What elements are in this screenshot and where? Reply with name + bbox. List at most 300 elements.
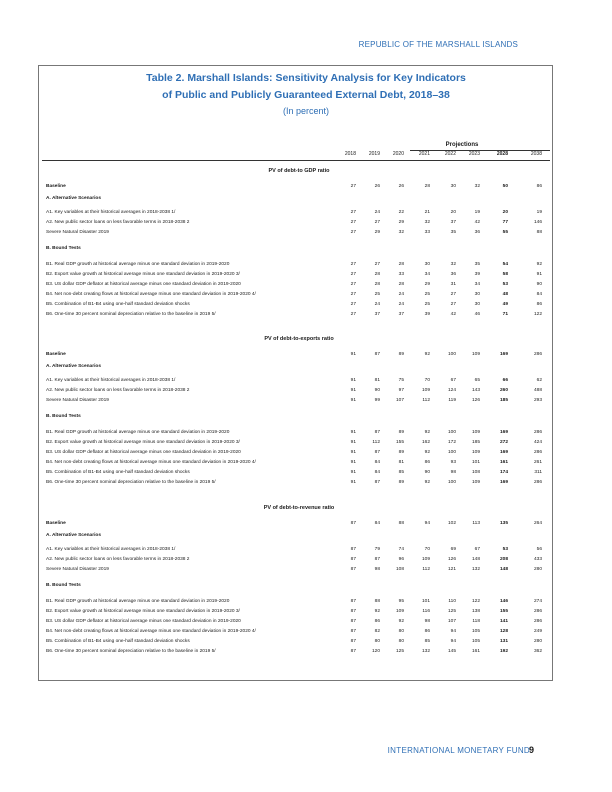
row-label: A1. Key variables at their historical averages in 2018-2038 1/ [46, 210, 176, 215]
row-label: B4. Net non-debt creating flows at historical average minus one standard deviation in 2019-2020 4/ [46, 460, 256, 465]
header-rule [42, 160, 550, 161]
cell-value: 174 [499, 470, 508, 475]
cell-value: 29 [374, 230, 380, 235]
row-label: B3. US dollar GDP deflator at historical average minus one standard deviation in 2019-2020 [46, 619, 241, 624]
table-units: (In percent) [282, 106, 330, 116]
row-label: B2. Export value growth at historical average minus one standard deviation in 2019-2020 3/ [46, 609, 240, 614]
cell-value: 86 [424, 629, 430, 634]
table-row [46, 310, 552, 319]
cell-value: 105 [471, 639, 480, 644]
cell-value: 88 [398, 521, 404, 526]
cell-value: 101 [471, 460, 480, 465]
table-row [46, 438, 552, 447]
cell-value: 102 [447, 521, 456, 526]
row-label: B1. Real GDP growth at historical average minus one standard deviation in 2019-2020 [46, 262, 230, 267]
subsection-title: B. Bound Tests [46, 414, 81, 419]
cell-value: 185 [471, 440, 480, 445]
cell-value: 118 [472, 619, 480, 624]
cell-value: 264 [533, 521, 542, 526]
cell-value: 280 [533, 567, 542, 572]
cell-value: 87 [374, 480, 380, 485]
cell-value: 105 [471, 629, 480, 634]
cell-value: 28 [424, 184, 430, 189]
cell-value: 87 [374, 352, 380, 357]
cell-value: 87 [350, 557, 356, 562]
cell-value: 286 [533, 619, 542, 624]
cell-value: 27 [350, 262, 356, 267]
cell-value: 79 [374, 547, 380, 552]
cell-value: 91 [536, 272, 542, 277]
cell-value: 28 [398, 282, 404, 287]
table-row [46, 617, 552, 626]
cell-value: 143 [471, 388, 480, 393]
table-title-line1: Table 2. Marshall Islands: Sensitivity Analysis for Key Indicators [146, 72, 466, 84]
cell-value: 27 [450, 302, 456, 307]
cell-value: 90 [536, 282, 542, 287]
cell-value: 87 [350, 619, 356, 624]
cell-value: 155 [395, 440, 404, 445]
cell-value: 81 [374, 378, 380, 383]
cell-value: 70 [424, 378, 430, 383]
cell-value: 146 [499, 599, 508, 604]
cell-value: 69 [450, 547, 456, 552]
cell-value: 169 [499, 352, 508, 357]
cell-value: 120 [371, 649, 380, 654]
row-label: B4. Net non-debt creating flows at historical average minus one standard deviation in 2019-2020 4/ [46, 292, 256, 297]
cell-value: 32 [474, 184, 480, 189]
row-label: A1. Key variables at their historical averages in 2018-2038 1/ [46, 378, 176, 383]
cell-value: 185 [499, 398, 508, 403]
cell-value: 272 [499, 440, 508, 445]
table-row [46, 270, 552, 279]
cell-value: 36 [474, 230, 480, 235]
row-label: B5. Combination of B1-B4 using one-half standard deviation shocks [46, 639, 190, 644]
cell-value: 54 [502, 262, 508, 267]
cell-value: 86 [536, 184, 542, 189]
cell-value: 131 [499, 639, 508, 644]
cell-value: 161 [499, 460, 508, 465]
cell-value: 87 [350, 599, 356, 604]
cell-value: 100 [447, 352, 456, 357]
row-label: B6. One-time 30 percent nominal depreciation relative to the baseline in 2019 5/ [46, 649, 216, 654]
cell-value: 27 [350, 184, 356, 189]
cell-value: 116 [422, 609, 430, 614]
cell-value: 39 [474, 272, 480, 277]
cell-value: 35 [450, 230, 456, 235]
cell-value: 91 [350, 388, 356, 393]
row-label: B1. Real GDP growth at historical average minus one standard deviation in 2019-2020 [46, 430, 230, 435]
cell-value: 148 [471, 557, 480, 562]
cell-value: 208 [499, 557, 508, 562]
row-label: B3. US dollar GDP deflator at historical average minus one standard deviation in 2019-2020 [46, 282, 241, 287]
row-label: B6. One-time 30 percent nominal depreciation relative to the baseline in 2019 5/ [46, 312, 216, 317]
section-heading: PV of debt-to-exports ratio [264, 336, 334, 342]
cell-value: 162 [421, 440, 430, 445]
cell-value: 109 [395, 609, 404, 614]
cell-value: 29 [398, 220, 404, 225]
cell-value: 91 [350, 470, 356, 475]
subsection-title: B. Bound Tests [46, 583, 81, 588]
cell-value: 27 [350, 302, 356, 307]
cell-value: 91 [350, 440, 356, 445]
cell-value: 249 [533, 629, 542, 634]
cell-value: 138 [471, 609, 480, 614]
cell-value: 29 [424, 282, 430, 287]
year-header: 2020 [392, 151, 404, 157]
cell-value: 31 [450, 282, 456, 287]
cell-value: 24 [398, 302, 404, 307]
row-label: B4. Net non-debt creating flows at historical average minus one standard deviation in 2019-2020 4/ [46, 629, 256, 634]
cell-value: 62 [536, 378, 542, 383]
cell-value: 81 [398, 460, 404, 465]
cell-value: 98 [450, 470, 456, 475]
cell-value: 27 [374, 262, 380, 267]
cell-value: 260 [499, 388, 508, 393]
cell-value: 53 [502, 547, 508, 552]
cell-value: 39 [424, 312, 430, 317]
cell-value: 87 [350, 639, 356, 644]
cell-value: 109 [471, 352, 480, 357]
cell-value: 169 [499, 450, 508, 455]
cell-value: 92 [374, 609, 380, 614]
cell-value: 84 [374, 521, 380, 526]
table-row [46, 208, 552, 217]
cell-value: 21 [424, 210, 430, 215]
cell-value: 32 [398, 230, 404, 235]
cell-value: 46 [474, 312, 480, 317]
table-row [46, 182, 552, 191]
cell-value: 42 [474, 220, 480, 225]
running-head: REPUBLIC OF THE MARSHALL ISLANDS [358, 40, 518, 49]
cell-value: 98 [374, 567, 380, 572]
table-row [46, 448, 552, 457]
cell-value: 286 [533, 609, 542, 614]
cell-value: 33 [424, 230, 430, 235]
cell-value: 89 [398, 450, 404, 455]
table-row [46, 428, 552, 437]
cell-value: 92 [536, 262, 542, 267]
cell-value: 24 [374, 210, 380, 215]
cell-value: 19 [536, 210, 542, 215]
cell-value: 109 [471, 480, 480, 485]
cell-value: 92 [398, 619, 404, 624]
cell-value: 261 [533, 460, 542, 465]
cell-value: 28 [398, 262, 404, 267]
table-row [46, 597, 552, 606]
cell-value: 75 [398, 378, 404, 383]
year-header: 2019 [368, 151, 380, 157]
cell-value: 95 [398, 599, 404, 604]
cell-value: 293 [533, 398, 542, 403]
cell-value: 488 [533, 388, 542, 393]
cell-value: 87 [350, 567, 356, 572]
cell-value: 112 [422, 398, 430, 403]
cell-value: 19 [474, 210, 480, 215]
cell-value: 108 [471, 470, 480, 475]
cell-value: 109 [471, 430, 480, 435]
cell-value: 27 [450, 292, 456, 297]
cell-value: 80 [398, 629, 404, 634]
row-label: B2. Export value growth at historical average minus one standard deviation in 2019-2020 3/ [46, 272, 240, 277]
cell-value: 20 [450, 210, 456, 215]
cell-value: 84 [374, 470, 380, 475]
cell-value: 25 [374, 292, 380, 297]
cell-value: 286 [533, 480, 542, 485]
cell-value: 32 [450, 262, 456, 267]
cell-value: 50 [502, 184, 508, 189]
cell-value: 87 [374, 557, 380, 562]
cell-value: 42 [450, 312, 456, 317]
cell-value: 27 [350, 282, 356, 287]
cell-value: 91 [350, 480, 356, 485]
cell-value: 89 [398, 430, 404, 435]
cell-value: 311 [534, 470, 542, 475]
row-label: Severe Natural Disaster 2019 [46, 567, 109, 572]
row-label: B5. Combination of B1-B4 using one-half standard deviation shocks [46, 302, 190, 307]
cell-value: 87 [350, 521, 356, 526]
cell-value: 35 [474, 262, 480, 267]
cell-value: 112 [422, 567, 430, 572]
table-row [46, 300, 552, 309]
cell-value: 77 [502, 220, 508, 225]
cell-value: 84 [374, 460, 380, 465]
table-row [46, 396, 552, 405]
table-row [46, 565, 552, 574]
subsection-title: A. Alternative Scenarios [46, 196, 102, 201]
section-heading: PV of debt-to GDP ratio [268, 168, 330, 174]
cell-value: 109 [421, 557, 430, 562]
cell-value: 148 [499, 567, 508, 572]
cell-value: 34 [424, 272, 430, 277]
cell-value: 87 [374, 450, 380, 455]
cell-value: 161 [471, 649, 480, 654]
cell-value: 24 [398, 292, 404, 297]
cell-value: 30 [474, 292, 480, 297]
cell-value: 27 [350, 272, 356, 277]
year-header-row [46, 150, 552, 159]
cell-value: 91 [350, 450, 356, 455]
cell-value: 25 [424, 292, 430, 297]
cell-value: 362 [533, 649, 542, 654]
cell-value: 132 [421, 649, 430, 654]
cell-value: 65 [474, 378, 480, 383]
cell-value: 80 [398, 639, 404, 644]
cell-value: 286 [533, 430, 542, 435]
cell-value: 86 [374, 619, 380, 624]
row-label: B1. Real GDP growth at historical average minus one standard deviation in 2019-2020 [46, 599, 230, 604]
cell-value: 91 [350, 430, 356, 435]
cell-value: 280 [533, 639, 542, 644]
row-label: Baseline [46, 184, 66, 189]
cell-value: 26 [374, 184, 380, 189]
cell-value: 155 [499, 609, 508, 614]
section-heading: PV of debt-to-revenue ratio [263, 505, 335, 511]
cell-value: 124 [447, 388, 456, 393]
cell-value: 26 [398, 184, 404, 189]
cell-value: 286 [533, 352, 542, 357]
cell-value: 20 [502, 210, 508, 215]
table-row [46, 280, 552, 289]
cell-value: 91 [350, 378, 356, 383]
cell-value: 107 [447, 619, 456, 624]
cell-value: 132 [471, 567, 480, 572]
row-label: A2. New public sector loans on less favorable terms in 2018-2038 2 [46, 388, 190, 393]
table-row [46, 468, 552, 477]
cell-value: 112 [372, 440, 380, 445]
cell-value: 74 [398, 547, 404, 552]
cell-value: 28 [374, 272, 380, 277]
cell-value: 22 [398, 210, 404, 215]
row-label: B5. Combination of B1-B4 using one-half standard deviation shocks [46, 470, 190, 475]
cell-value: 109 [421, 388, 430, 393]
cell-value: 141 [499, 619, 508, 624]
cell-value: 85 [398, 470, 404, 475]
cell-value: 87 [350, 609, 356, 614]
cell-value: 125 [447, 609, 456, 614]
cell-value: 90 [374, 388, 380, 393]
table-row [46, 647, 552, 656]
cell-value: 86 [536, 302, 542, 307]
year-header: 2021 [418, 151, 430, 157]
page-number: 9 [529, 745, 535, 755]
cell-value: 27 [350, 230, 356, 235]
cell-value: 274 [533, 599, 542, 604]
table-row [46, 627, 552, 636]
cell-value: 25 [424, 302, 430, 307]
table-row [46, 386, 552, 395]
cell-value: 99 [374, 398, 380, 403]
cell-value: 36 [450, 272, 456, 277]
cell-value: 58 [502, 272, 508, 277]
row-label: A2. New public sector loans on less favorable terms in 2018-2038 2 [46, 220, 190, 225]
cell-value: 53 [502, 282, 508, 287]
cell-value: 98 [424, 619, 430, 624]
cell-value: 27 [350, 292, 356, 297]
cell-value: 92 [424, 450, 430, 455]
cell-value: 86 [424, 460, 430, 465]
cell-value: 122 [471, 599, 480, 604]
cell-value: 67 [474, 547, 480, 552]
cell-value: 66 [502, 378, 508, 383]
cell-value: 37 [374, 312, 380, 317]
cell-value: 286 [533, 450, 542, 455]
cell-value: 119 [448, 398, 456, 403]
cell-value: 32 [424, 220, 430, 225]
cell-value: 94 [450, 629, 456, 634]
row-label: Severe Natural Disaster 2019 [46, 398, 109, 403]
cell-value: 37 [450, 220, 456, 225]
cell-value: 87 [350, 547, 356, 552]
cell-value: 122 [533, 312, 542, 317]
footer-publisher: INTERNATIONAL MONETARY FUND [387, 746, 530, 755]
row-label: B3. US dollar GDP deflator at historical average minus one standard deviation in 2019-2020 [46, 450, 241, 455]
cell-value: 91 [350, 398, 356, 403]
table-row [46, 376, 552, 385]
cell-value: 172 [447, 440, 456, 445]
cell-value: 94 [424, 521, 430, 526]
table-row [46, 228, 552, 237]
cell-value: 89 [398, 352, 404, 357]
cell-value: 88 [374, 599, 380, 604]
year-header: 2028 [496, 151, 508, 157]
cell-value: 30 [424, 262, 430, 267]
row-label: B2. Export value growth at historical average minus one standard deviation in 2019-2020 3/ [46, 440, 240, 445]
cell-value: 107 [395, 398, 404, 403]
cell-value: 34 [474, 282, 480, 287]
cell-value: 100 [447, 480, 456, 485]
table-row [46, 607, 552, 616]
cell-value: 100 [447, 430, 456, 435]
table-row [46, 519, 552, 528]
table-row [46, 290, 552, 299]
cell-value: 27 [350, 220, 356, 225]
cell-value: 91 [350, 352, 356, 357]
cell-value: 108 [395, 567, 404, 572]
cell-value: 49 [502, 302, 508, 307]
cell-value: 91 [350, 460, 356, 465]
cell-value: 433 [533, 557, 542, 562]
cell-value: 67 [450, 378, 456, 383]
cell-value: 85 [424, 639, 430, 644]
cell-value: 109 [471, 450, 480, 455]
cell-value: 27 [350, 210, 356, 215]
cell-value: 110 [448, 599, 456, 604]
row-label: B6. One-time 30 percent nominal depreciation relative to the baseline in 2019 5/ [46, 480, 216, 485]
cell-value: 93 [450, 460, 456, 465]
cell-value: 84 [536, 292, 542, 297]
cell-value: 126 [447, 557, 456, 562]
cell-value: 424 [533, 440, 542, 445]
cell-value: 100 [447, 450, 456, 455]
table-row [46, 260, 552, 269]
cell-value: 87 [350, 629, 356, 634]
cell-value: 92 [424, 430, 430, 435]
row-label: A1. Key variables at their historical averages in 2018-2038 1/ [46, 547, 176, 552]
subsection-title: A. Alternative Scenarios [46, 364, 102, 369]
year-header: 2018 [344, 151, 356, 157]
cell-value: 101 [421, 599, 430, 604]
cell-value: 27 [350, 312, 356, 317]
cell-value: 27 [374, 220, 380, 225]
cell-value: 126 [471, 398, 480, 403]
row-label: Severe Natural Disaster 2019 [46, 230, 109, 235]
cell-value: 113 [472, 521, 480, 526]
cell-value: 128 [499, 629, 508, 634]
cell-value: 92 [424, 352, 430, 357]
cell-value: 55 [502, 230, 508, 235]
cell-value: 89 [398, 480, 404, 485]
row-label: Baseline [46, 521, 66, 526]
cell-value: 33 [398, 272, 404, 277]
row-label: Baseline [46, 352, 66, 357]
cell-value: 125 [395, 649, 404, 654]
subsection-title: B. Bound Tests [46, 246, 81, 251]
cell-value: 94 [450, 639, 456, 644]
year-header: 2022 [444, 151, 456, 157]
year-header: 2038 [530, 151, 542, 157]
table-row [46, 218, 552, 227]
cell-value: 146 [533, 220, 542, 225]
table-row [46, 478, 552, 487]
cell-value: 48 [502, 292, 508, 297]
cell-value: 56 [536, 547, 542, 552]
table-row [46, 637, 552, 646]
year-header: 2023 [468, 151, 480, 157]
cell-value: 82 [374, 629, 380, 634]
table-row [46, 545, 552, 554]
cell-value: 87 [374, 430, 380, 435]
cell-value: 24 [374, 302, 380, 307]
